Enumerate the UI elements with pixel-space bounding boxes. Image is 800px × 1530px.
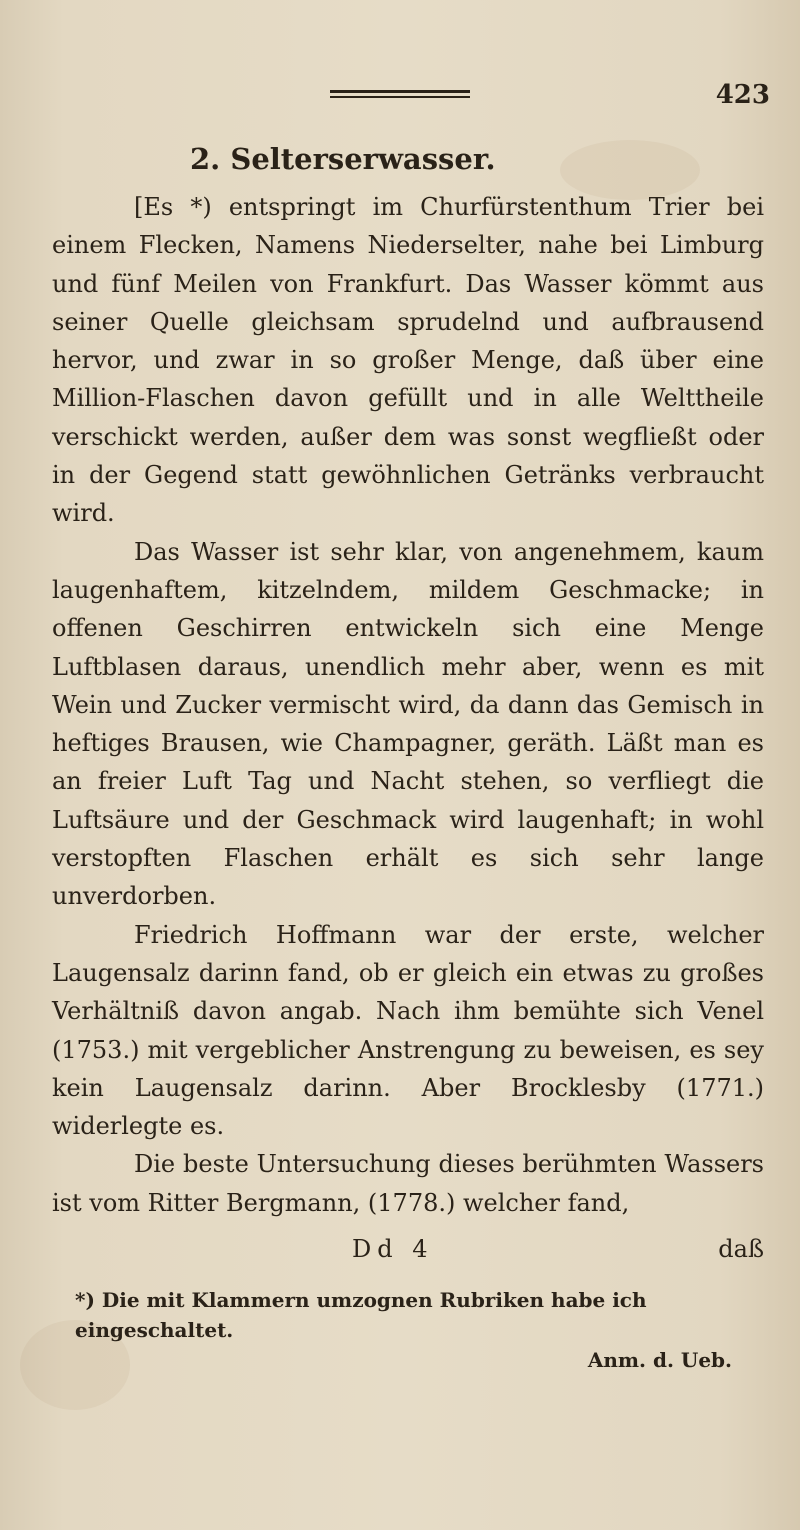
page-number: 423 [715,80,770,110]
paragraph: [Es *) entspringt im Churfürstenthum Trier bei einem Flecken, Namens Niederselter, nahe bei Limburg und fünf Meilen von Frankfurt. Das Wasser kömmt aus seiner Quelle gleichsam sprudelnd und aufbrausend hervor, und zwar in so großer Menge, daß über eine Million-Flaschen davon gefüllt und in alle Welttheile verschickt werden, außer dem was sonst wegfließt oder in der Gegend statt gewöhnlichen Getränks verbraucht wird. [52,193,764,528]
footnote-attribution: Anm. d. Ueb. [587,1348,732,1372]
signature-mark: Dd 4 [352,1235,434,1263]
paragraph: Die beste Untersuchung dieses berühmten Wassers ist vom Ritter Bergmann, (1778.) welcher fand, [52,1150,764,1217]
paragraph: Friedrich Hoffmann war der erste, welcher Laugensalz darinn fand, ob er gleich ein etwas zu großes Verhältniß davon angab. Nach ihm bemühte sich Venel (1753.) mit vergeblicher Anstrengung zu beweisen, es sey kein Laugensalz darinn. Aber Brocklesby (1771.) widerlegte es. [52,920,764,1141]
header-rule [330,90,470,100]
footnote-text: *) Die mit Klammern umzognen Rubriken habe ich eingeschaltet. [75,1288,647,1342]
footnote [75,1285,760,1372]
catch-line [52,1235,764,1275]
paragraph: Das Wasser ist sehr klar, von angenehmem, kaum laugenhaftem, kitzelndem, mildem Geschmacke; in offenen Geschirren entwickeln sich eine Menge Luftblasen daraus, unendlich mehr aber, wenn es mit Wein und Zucker vermischt wird, da dann das Gemisch in heftiges Brausen, wie Champagner, geräth. Läßt man es an freier Luft Tag und Nacht stehen, so verfliegt die Luftsäure und der Geschmack wird laugenhaft; in wohl verstopften Flaschen erhält es sich sehr lange unverdorben. [52,537,764,911]
body-text [52,188,764,1222]
section-heading: 2. Selterserwasser. [190,142,496,176]
catchword: daß [718,1235,764,1263]
